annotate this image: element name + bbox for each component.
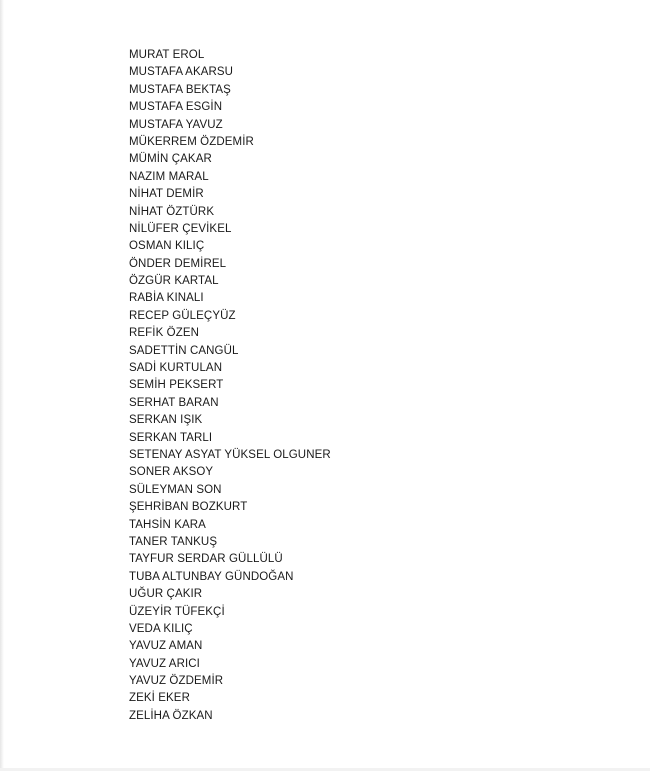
name-item: MÜMİN ÇAKAR — [129, 153, 212, 166]
name-item: SERKAN IŞIK — [129, 414, 203, 427]
name-item: MUSTAFA ESGİN — [129, 101, 223, 114]
name-item: ZELİHA ÖZKAN — [129, 709, 213, 722]
name-item: TANER TANKUŞ — [129, 535, 218, 548]
name-item: MUSTAFA YAVUZ — [129, 118, 223, 131]
name-item: ÖNDER DEMİREL — [129, 257, 227, 270]
name-item: RABİA KINALI — [129, 292, 204, 305]
name-item: REFİK ÖZEN — [129, 327, 200, 340]
name-item: YAVUZ ÖZDEMİR — [129, 675, 224, 688]
name-item: SERKAN TARLI — [129, 431, 213, 444]
name-item: NİHAT ÖZTÜRK — [129, 205, 215, 218]
name-item: TUBA ALTUNBAY GÜNDOĞAN — [129, 570, 294, 583]
name-item: RECEP GÜLEÇYÜZ — [129, 309, 236, 322]
name-item: ZEKİ EKER — [129, 692, 190, 705]
name-item: NİHAT DEMİR — [129, 188, 204, 201]
name-item: OSMAN KILIÇ — [129, 240, 205, 253]
name-item: UĞUR ÇAKIR — [129, 588, 203, 601]
name-item: SONER AKSOY — [129, 466, 214, 479]
name-item: ÜZEYİR TÜFEKÇİ — [129, 605, 225, 618]
name-item: VEDA KILIÇ — [129, 622, 193, 635]
name-item: MUSTAFA BEKTAŞ — [129, 83, 231, 96]
name-item: NAZIM MARAL — [129, 170, 209, 183]
name-item: TAYFUR SERDAR GÜLLÜLÜ — [129, 553, 283, 566]
name-item: SADİ KURTULAN — [129, 362, 223, 375]
name-list — [129, 47, 331, 725]
name-item: ŞEHRİBAN BOZKURT — [129, 501, 248, 514]
name-item: MURAT EROL — [129, 49, 205, 61]
name-item: MÜKERREM ÖZDEMİR — [129, 135, 254, 148]
name-item: SERHAT BARAN — [129, 396, 219, 409]
name-item: TAHSİN KARA — [129, 518, 206, 531]
name-item: SETENAY ASYAT YÜKSEL OLGUNER — [129, 448, 331, 461]
name-item: YAVUZ AMAN — [129, 640, 203, 653]
name-item: SADETTİN CANGÜL — [129, 344, 239, 357]
name-item: SÜLEYMAN SON — [129, 483, 222, 496]
name-item: MUSTAFA AKARSU — [129, 66, 234, 79]
name-item: ÖZGÜR KARTAL — [129, 275, 219, 288]
name-item: SEMİH PEKSERT — [129, 379, 224, 392]
name-item: NİLÜFER ÇEVİKEL — [129, 222, 232, 235]
page-left-edge — [0, 0, 4, 771]
name-item: YAVUZ ARICI — [129, 657, 200, 670]
